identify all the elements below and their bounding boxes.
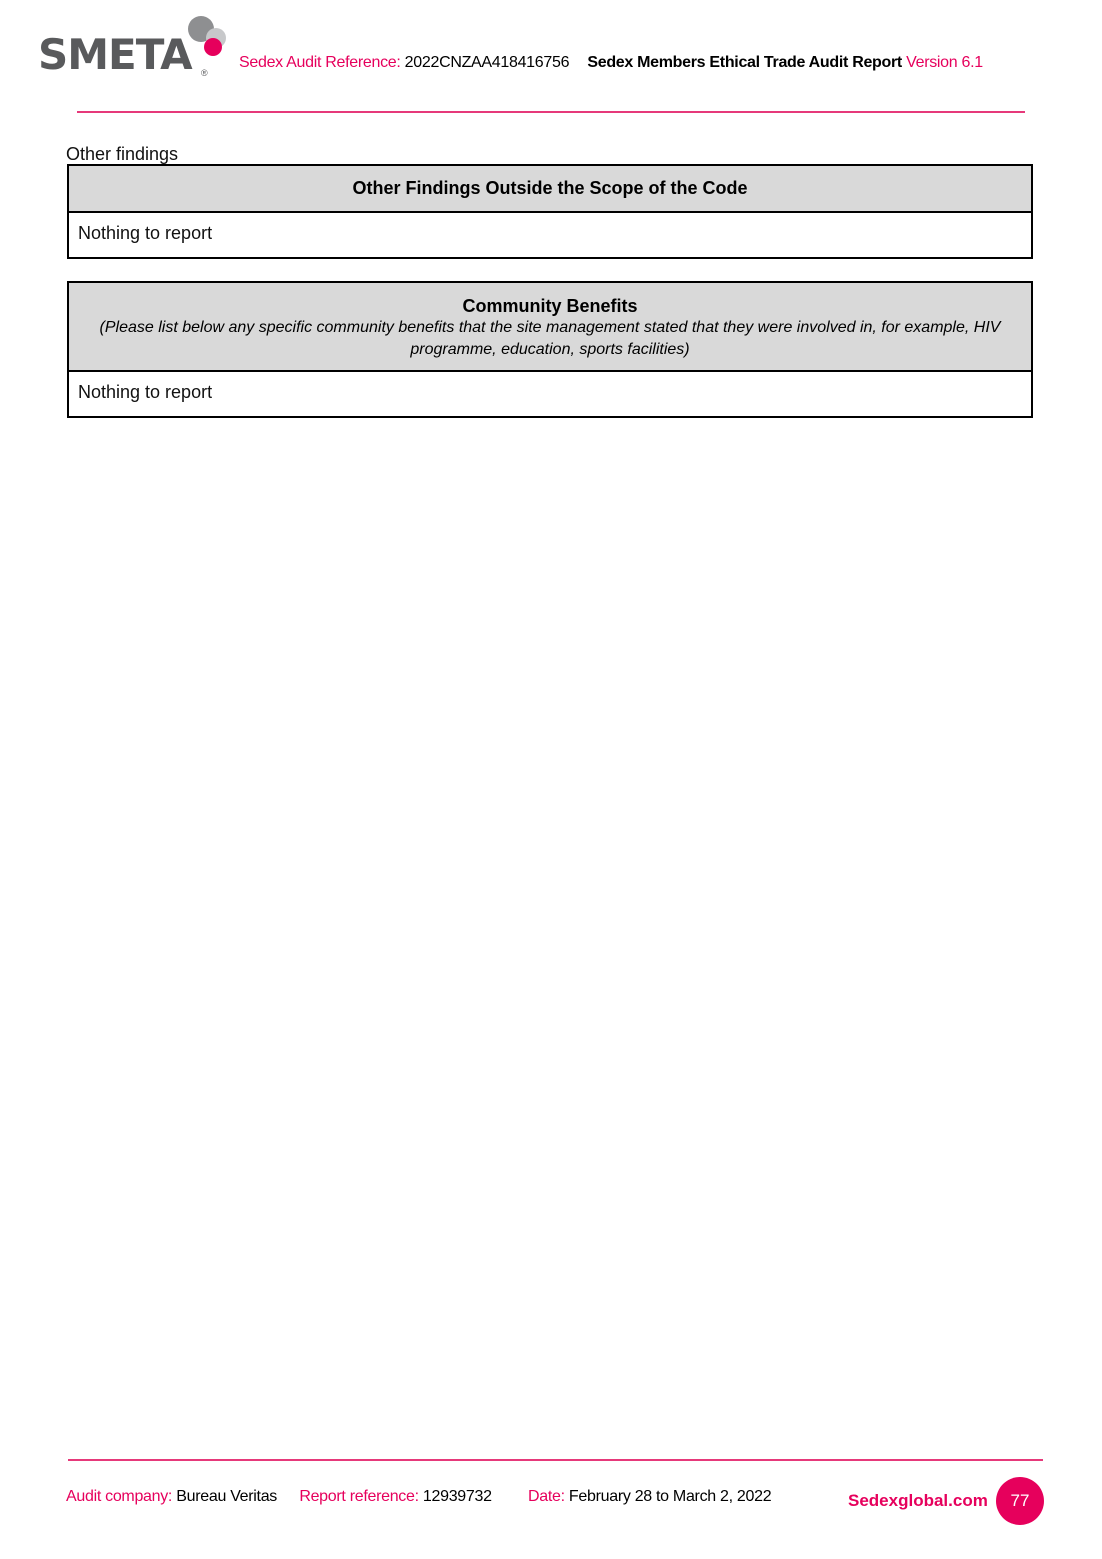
report-title: Sedex Members Ethical Trade Audit Report (587, 54, 902, 71)
audit-ref-value: 2022CNZAA418416756 (404, 54, 570, 71)
community-benefits-subtitle: (Please list below any specific community benefits that the site management stated that they were involved in, for example, HIV programme, education, sports facilities) (99, 319, 1001, 358)
date-label: Date: (528, 1488, 565, 1505)
report-ref-value: 12939732 (422, 1488, 492, 1505)
page-number-badge: 77 (996, 1477, 1044, 1525)
community-benefits-table (67, 281, 1033, 418)
other-findings-content: Nothing to report (78, 223, 213, 243)
header-line (239, 54, 983, 72)
footer-divider (68, 1459, 1043, 1461)
audit-company-label: Audit company: (66, 1488, 173, 1505)
audit-company-value: Bureau Veritas (176, 1488, 278, 1505)
logo-dot-pink (204, 38, 222, 56)
audit-ref-label: Sedex Audit Reference: (239, 54, 401, 71)
header-divider (77, 111, 1025, 113)
community-benefits-header (69, 283, 1031, 372)
footer-line (66, 1488, 771, 1506)
report-version: Version 6.1 (906, 54, 983, 71)
other-findings-title: Other Findings Outside the Scope of the Code (69, 166, 1031, 213)
logo-registered-mark: ® (201, 68, 208, 78)
community-benefits-content: Nothing to report (78, 382, 213, 402)
community-benefits-title: Community Benefits (462, 296, 638, 316)
section-label: Other findings (66, 144, 179, 164)
logo-text: SMETA (38, 30, 192, 79)
smeta-logo (38, 16, 228, 82)
date-value: February 28 to March 2, 2022 (568, 1488, 772, 1505)
other-findings-table (67, 164, 1033, 259)
website-link[interactable]: Sedexglobal.com (848, 1491, 988, 1510)
report-ref-label: Report reference: (299, 1488, 419, 1505)
